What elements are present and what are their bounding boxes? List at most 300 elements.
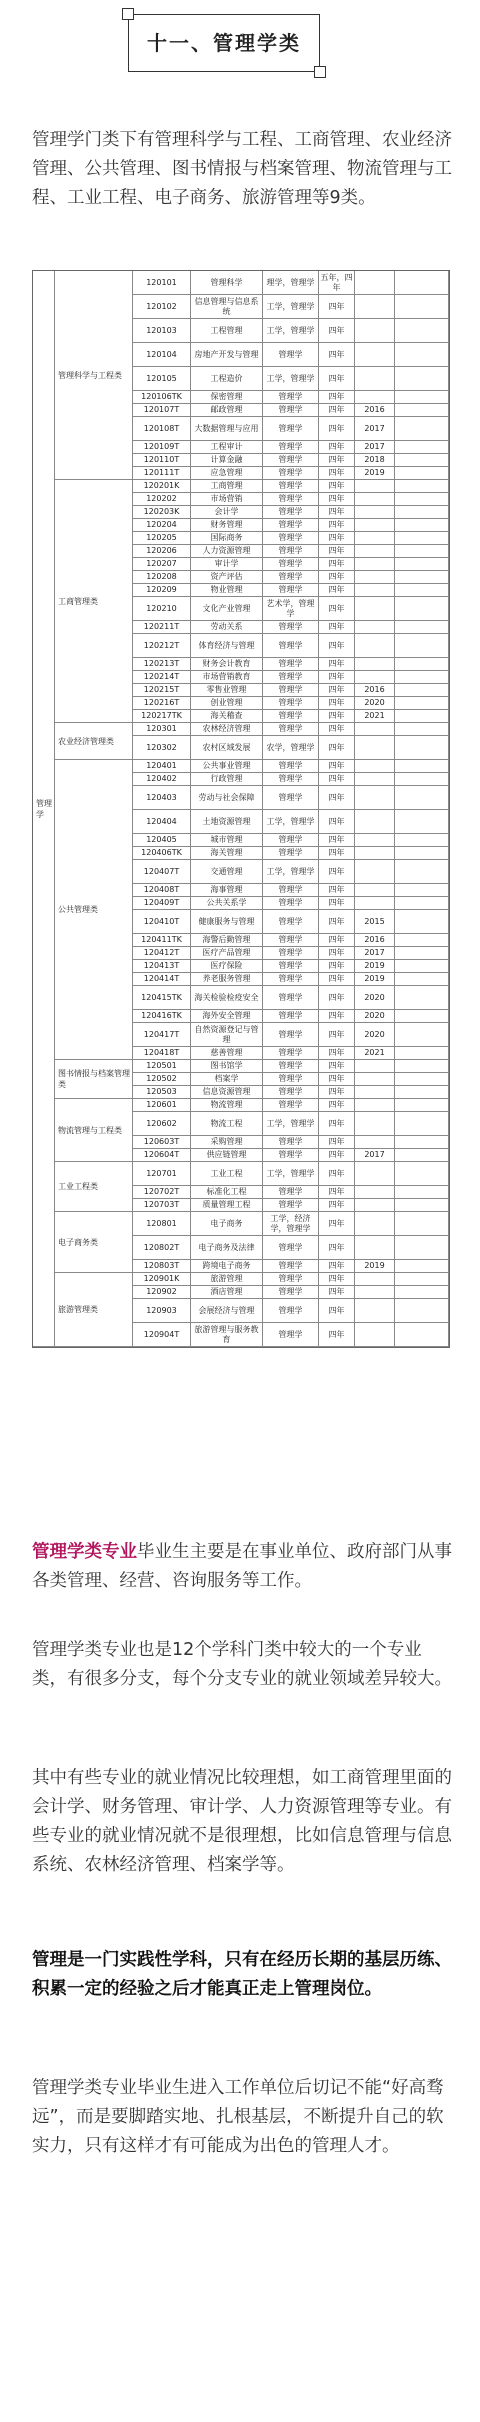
study-years: 四年 [319,786,355,810]
year-added: 2021 [355,710,395,723]
study-years: 四年 [319,634,355,658]
year-added: 2017 [355,1149,395,1162]
year-added [355,1136,395,1149]
blank-cell [395,441,449,454]
study-years: 四年 [319,1112,355,1136]
year-added [355,295,395,319]
blank-cell [395,1199,449,1212]
major-name: 大数据管理与应用 [191,417,263,441]
major-code: 120110T [133,454,191,467]
major-code: 120414T [133,973,191,986]
major-name: 公共事业管理 [191,760,263,773]
degree-type: 管理学 [263,684,319,697]
major-code: 120211T [133,621,191,634]
major-code: 120413T [133,960,191,973]
major-name: 文化产业管理 [191,597,263,621]
study-years: 四年 [319,391,355,404]
year-added [355,1112,395,1136]
major-code: 120208 [133,571,191,584]
blank-cell [395,910,449,934]
major-code: 120302 [133,736,191,760]
major-name: 养老服务管理 [191,973,263,986]
major-code: 120603T [133,1136,191,1149]
major-name: 海事管理 [191,884,263,897]
blank-cell [395,1023,449,1047]
blank-cell [395,710,449,723]
major-name: 供应链管理 [191,1149,263,1162]
degree-type: 管理学 [263,1047,319,1060]
study-years: 四年 [319,1073,355,1086]
study-years: 四年 [319,1162,355,1186]
blank-cell [395,1212,449,1236]
degree-type: 管理学 [263,658,319,671]
degree-type: 管理学 [263,723,319,736]
degree-type: 管理学 [263,343,319,367]
blank-cell [395,295,449,319]
year-added [355,480,395,493]
major-code: 120215T [133,684,191,697]
degree-type: 工学，管理学 [263,295,319,319]
degree-type: 工学，经济学，管理学 [263,1212,319,1236]
study-years: 四年 [319,1273,355,1286]
major-name: 旅游管理与服务教育 [191,1323,263,1347]
major-code: 120803T [133,1260,191,1273]
study-years: 四年 [319,658,355,671]
major-name: 市场营销 [191,493,263,506]
degree-type: 管理学 [263,584,319,597]
blank-cell [395,786,449,810]
degree-type: 管理学 [263,1060,319,1073]
degree-type: 管理学 [263,947,319,960]
degree-type: 管理学 [263,1236,319,1260]
year-added: 2019 [355,1260,395,1273]
study-years: 四年 [319,1323,355,1347]
degree-type: 管理学 [263,545,319,558]
paragraph-advice: 管理学类专业毕业生进入工作单位后切记不能“好高骛远”，而是要脚踏实地、扎根基层，不断提升自己的软实力，只有这样才有可能成为出色的管理人才。 [32,2078,444,2156]
major-code: 120415TK [133,986,191,1010]
blank-cell [395,417,449,441]
year-added: 2015 [355,910,395,934]
year-added [355,1299,395,1323]
group-name: 农业经济管理类 [55,723,133,760]
major-code: 120416TK [133,1010,191,1023]
degree-type: 农学，管理学 [263,736,319,760]
degree-type: 管理学 [263,773,319,786]
year-added [355,658,395,671]
major-name: 公共关系学 [191,897,263,910]
year-added [355,1186,395,1199]
major-name: 海外安全管理 [191,1010,263,1023]
year-added [355,671,395,684]
study-years: 四年 [319,810,355,834]
study-years: 四年 [319,584,355,597]
blank-cell [395,897,449,910]
degree-type: 管理学 [263,1260,319,1273]
study-years: 四年 [319,571,355,584]
year-added [355,1086,395,1099]
major-name: 自然资源登记与管理 [191,1023,263,1047]
degree-type: 管理学 [263,1086,319,1099]
study-years: 四年 [319,558,355,571]
paragraph-prospects: 其中有些专业的就业情况比较理想，如工商管理里面的会计学、财务管理、审计学、人力资源管理等专业。有些专业的就业情况就不是很理想，比如信息管理与信息系统、农林经济管理、档案学等。 [32,1768,452,1875]
study-years: 四年 [319,480,355,493]
degree-type: 管理学 [263,710,319,723]
major-code: 120503 [133,1086,191,1099]
degree-type: 管理学 [263,1286,319,1299]
degree-type: 管理学 [263,1010,319,1023]
degree-type: 管理学 [263,986,319,1010]
blank-cell [395,671,449,684]
major-name: 工商管理 [191,480,263,493]
group-name: 工商管理类 [55,480,133,723]
study-years: 四年 [319,467,355,480]
study-years: 四年 [319,417,355,441]
study-years: 四年 [319,884,355,897]
major-code: 120210 [133,597,191,621]
year-added [355,773,395,786]
year-added [355,621,395,634]
major-name: 创业管理 [191,697,263,710]
degree-type: 管理学 [263,493,319,506]
year-added [355,367,395,391]
major-code: 120217TK [133,710,191,723]
study-years: 四年 [319,1212,355,1236]
year-added [355,1060,395,1073]
degree-type: 管理学 [263,760,319,773]
year-added [355,558,395,571]
study-years: 四年 [319,506,355,519]
blank-cell [395,343,449,367]
study-years: 四年 [319,519,355,532]
blank-cell [395,1149,449,1162]
blank-cell [395,454,449,467]
blank-cell [395,1136,449,1149]
degree-type: 工学，管理学 [263,1112,319,1136]
major-code: 120106TK [133,391,191,404]
blank-cell [395,271,449,295]
major-code: 120108T [133,417,191,441]
year-added [355,736,395,760]
section-header [128,14,320,72]
year-added [355,1212,395,1236]
degree-type: 管理学 [263,454,319,467]
major-code: 120105 [133,367,191,391]
degree-type: 管理学 [263,467,319,480]
highlight-text: 管理学类专业 [32,1542,137,1562]
study-years: 四年 [319,1047,355,1060]
year-added [355,1236,395,1260]
intro-paragraph: 管理学门类下有管理科学与工程、工商管理、农业经济管理、公共管理、图书情报与档案管理、物流管理与工程、工业工程、电子商务、旅游管理等9类。 [32,130,452,208]
major-code: 120405 [133,834,191,847]
study-years: 四年 [319,545,355,558]
study-years: 四年 [319,532,355,545]
year-added: 2017 [355,947,395,960]
major-name: 医疗产品管理 [191,947,263,960]
year-added [355,506,395,519]
blank-cell [395,597,449,621]
major-code: 120401 [133,760,191,773]
study-years: 四年 [319,1086,355,1099]
blank-cell [395,658,449,671]
blank-cell [395,1286,449,1299]
year-added [355,1099,395,1112]
year-added [355,810,395,834]
year-added [355,786,395,810]
blank-cell [395,519,449,532]
year-added: 2019 [355,960,395,973]
major-name: 市场营销教育 [191,671,263,684]
degree-type: 管理学 [263,404,319,417]
degree-type: 工学，管理学 [263,319,319,343]
blank-cell [395,571,449,584]
study-years: 四年 [319,621,355,634]
blank-cell [395,723,449,736]
major-name: 人力资源管理 [191,545,263,558]
major-name: 会展经济与管理 [191,1299,263,1323]
year-added [355,1286,395,1299]
major-code: 120209 [133,584,191,597]
major-name: 财务会计教育 [191,658,263,671]
study-years: 四年 [319,1136,355,1149]
year-added [355,271,395,295]
blank-cell [395,493,449,506]
study-years: 四年 [319,760,355,773]
study-years: 四年 [319,847,355,860]
year-added [355,545,395,558]
degree-type: 管理学 [263,884,319,897]
year-added [355,1199,395,1212]
year-added: 2020 [355,1023,395,1047]
study-years: 四年 [319,723,355,736]
major-name: 电子商务及法律 [191,1236,263,1260]
major-code: 120301 [133,723,191,736]
blank-cell [395,773,449,786]
degree-type: 管理学 [263,1186,319,1199]
degree-type: 管理学 [263,532,319,545]
major-name: 管理科学 [191,271,263,295]
blank-cell [395,986,449,1010]
degree-type: 管理学 [263,1323,319,1347]
major-name: 信息资源管理 [191,1086,263,1099]
major-code: 120602 [133,1112,191,1136]
group-name: 图书情报与档案管理类 [55,1060,133,1099]
blank-cell [395,480,449,493]
blank-cell [395,684,449,697]
study-years: 四年 [319,973,355,986]
major-code: 120501 [133,1060,191,1073]
blank-cell [395,884,449,897]
study-years: 四年 [319,684,355,697]
degree-type: 管理学 [263,910,319,934]
major-name: 工程管理 [191,319,263,343]
year-added [355,571,395,584]
blank-cell [395,545,449,558]
blank-cell [395,1112,449,1136]
major-name: 财务管理 [191,519,263,532]
study-years: 四年 [319,493,355,506]
degree-type: 管理学 [263,391,319,404]
blank-cell [395,467,449,480]
degree-type: 艺术学，管理学 [263,597,319,621]
major-code: 120902 [133,1286,191,1299]
major-code: 120404 [133,810,191,834]
major-code: 120410T [133,910,191,934]
blank-cell [395,1086,449,1099]
year-added: 2019 [355,467,395,480]
year-added [355,391,395,404]
major-name: 图书馆学 [191,1060,263,1073]
major-code: 120214T [133,671,191,684]
major-code: 120201K [133,480,191,493]
study-years: 四年 [319,454,355,467]
major-code: 120904T [133,1323,191,1347]
major-name: 旅游管理 [191,1273,263,1286]
study-years: 四年 [319,367,355,391]
major-code: 120212T [133,634,191,658]
blank-cell [395,847,449,860]
blank-cell [395,810,449,834]
degree-type: 管理学 [263,634,319,658]
study-years: 四年 [319,934,355,947]
year-added [355,1073,395,1086]
year-added [355,634,395,658]
study-years: 四年 [319,736,355,760]
degree-type: 管理学 [263,1199,319,1212]
study-years: 四年 [319,897,355,910]
major-code: 120206 [133,545,191,558]
major-name: 医疗保险 [191,960,263,973]
blank-cell [395,973,449,986]
degree-type: 管理学 [263,671,319,684]
major-name: 资产评估 [191,571,263,584]
major-name: 零售业管理 [191,684,263,697]
major-code: 120101 [133,271,191,295]
study-years: 四年 [319,441,355,454]
study-years: 四年 [319,597,355,621]
major-code: 120502 [133,1073,191,1086]
major-code: 120801 [133,1212,191,1236]
major-name: 物流工程 [191,1112,263,1136]
major-code: 120213T [133,658,191,671]
year-added [355,493,395,506]
study-years: 四年 [319,910,355,934]
major-code: 120409T [133,897,191,910]
major-code: 120901K [133,1273,191,1286]
major-code: 120111T [133,467,191,480]
blank-cell [395,1073,449,1086]
degree-type: 管理学 [263,571,319,584]
major-name: 邮政管理 [191,404,263,417]
degree-type: 工学，管理学 [263,810,319,834]
blank-cell [395,634,449,658]
study-years: 四年 [319,1286,355,1299]
major-name: 劳动关系 [191,621,263,634]
blank-cell [395,1047,449,1060]
major-name: 农村区域发展 [191,736,263,760]
major-name: 采购管理 [191,1136,263,1149]
major-code: 120103 [133,319,191,343]
paragraph-practice: 管理是一门实践性学科，只有在经历长期的基层历练、积累一定的经验之后才能真正走上管理岗位。 [32,1950,452,1999]
major-code: 120207 [133,558,191,571]
degree-type: 管理学 [263,480,319,493]
blank-cell [395,1273,449,1286]
year-added [355,847,395,860]
blank-cell [395,1260,449,1273]
year-added [355,584,395,597]
year-added [355,1162,395,1186]
paragraph-employment [32,1538,452,1596]
degree-type: 管理学 [263,1136,319,1149]
major-code: 120407T [133,860,191,884]
major-name: 海关稽查 [191,710,263,723]
major-name: 电子商务 [191,1212,263,1236]
degree-type: 理学，管理学 [263,271,319,295]
study-years: 四年 [319,1149,355,1162]
blank-cell [395,558,449,571]
major-code: 120216T [133,697,191,710]
blank-cell [395,960,449,973]
major-name: 标准化工程 [191,1186,263,1199]
major-name: 工程造价 [191,367,263,391]
year-added: 2017 [355,441,395,454]
degree-type: 管理学 [263,417,319,441]
year-added: 2019 [355,973,395,986]
degree-type: 工学，管理学 [263,860,319,884]
major-name: 土地资源管理 [191,810,263,834]
group-name: 工业工程类 [55,1162,133,1212]
major-name: 计算金融 [191,454,263,467]
major-name: 农林经济管理 [191,723,263,736]
degree-type: 管理学 [263,1099,319,1112]
degree-type: 管理学 [263,897,319,910]
major-name: 慈善管理 [191,1047,263,1060]
degree-type: 管理学 [263,441,319,454]
major-code: 120701 [133,1162,191,1186]
year-added: 2020 [355,986,395,1010]
blank-cell [395,621,449,634]
blank-cell [395,1299,449,1323]
major-code: 120418T [133,1047,191,1060]
year-added: 2016 [355,934,395,947]
major-code: 120203K [133,506,191,519]
section-title: 十一、管理学类 [147,31,301,55]
year-added: 2016 [355,684,395,697]
degree-type: 管理学 [263,960,319,973]
major-code: 120412T [133,947,191,960]
major-code: 120109T [133,441,191,454]
degree-type: 管理学 [263,1149,319,1162]
blank-cell [395,860,449,884]
blank-cell [395,1186,449,1199]
major-code: 120403 [133,786,191,810]
degree-type: 管理学 [263,558,319,571]
major-name: 应急管理 [191,467,263,480]
study-years: 四年 [319,947,355,960]
degree-type: 管理学 [263,697,319,710]
degree-type: 工学，管理学 [263,1162,319,1186]
blank-cell [395,319,449,343]
major-code: 120604T [133,1149,191,1162]
major-name: 工程审计 [191,441,263,454]
study-years: 四年 [319,295,355,319]
degree-type: 管理学 [263,1299,319,1323]
major-name: 工业工程 [191,1162,263,1186]
degree-type: 管理学 [263,1023,319,1047]
blank-cell [395,1162,449,1186]
study-years: 四年 [319,1186,355,1199]
major-name: 房地产开发与管理 [191,343,263,367]
major-table [32,270,450,1348]
